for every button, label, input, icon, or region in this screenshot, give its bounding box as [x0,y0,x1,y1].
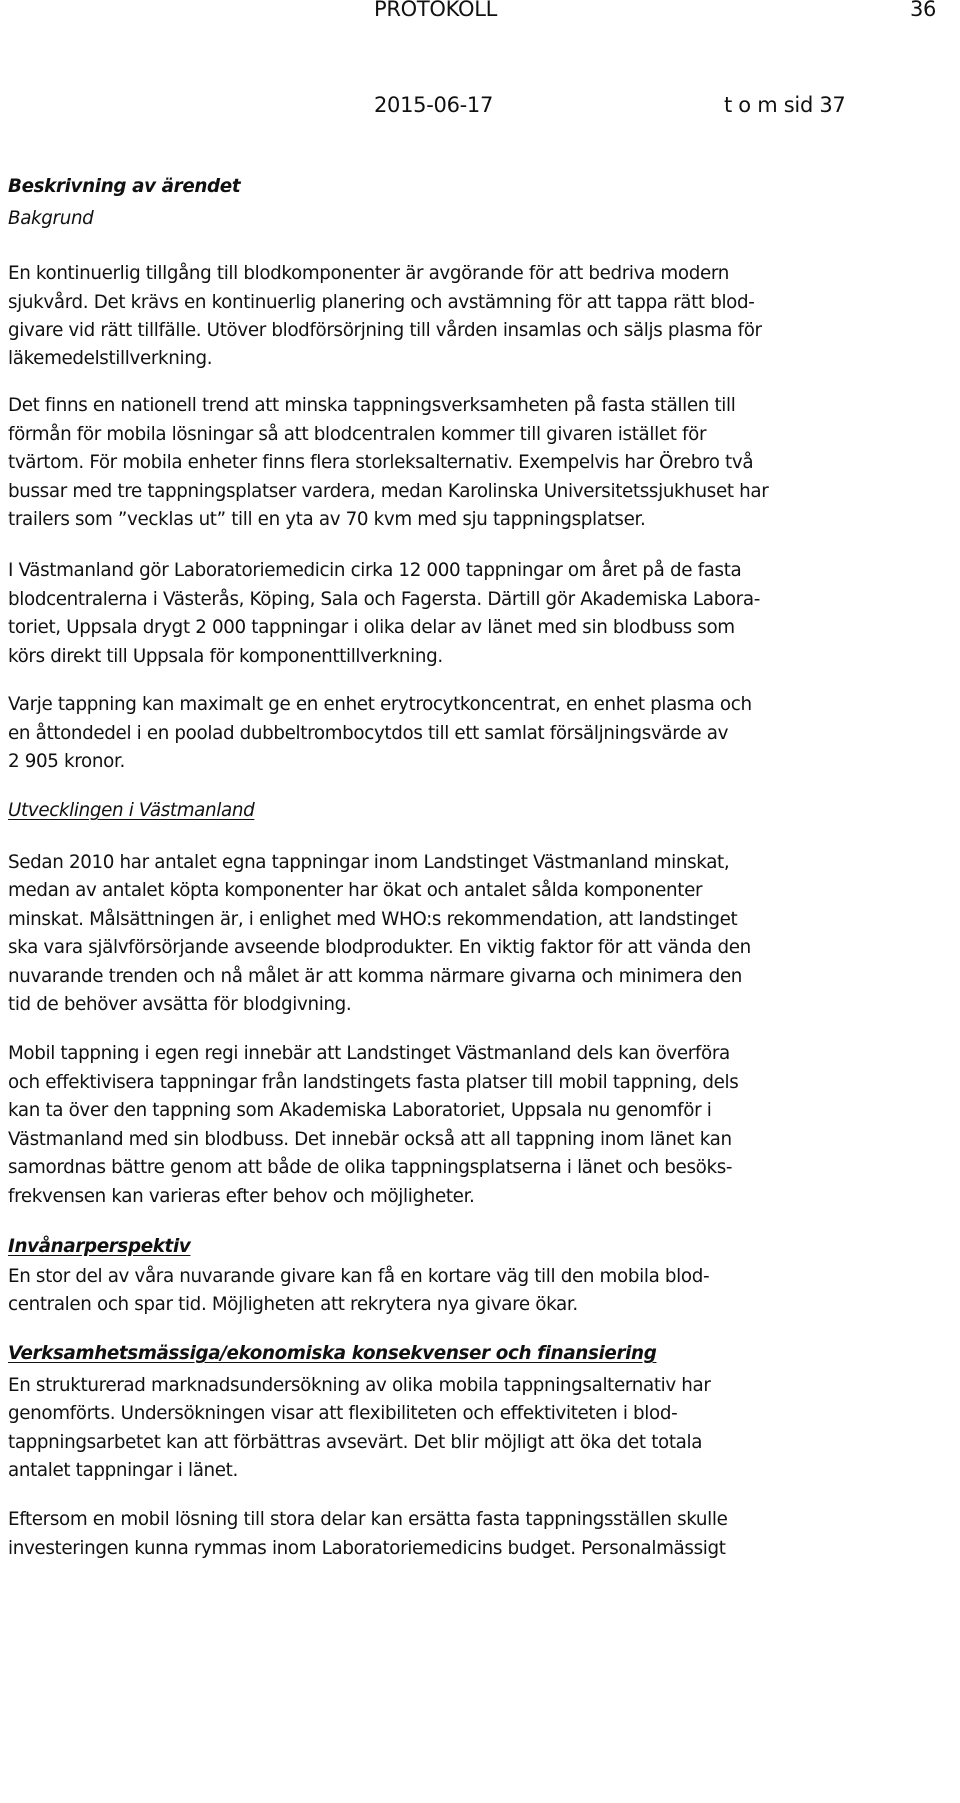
paragraph-line: sjukvård. Det krävs en kontinuerlig planering och avstämning för att tappa rätt blod- [8,292,755,313]
paragraph-line: Mobil tappning i egen regi innebär att Landstinget Västmanland dels kan överföra [8,1043,730,1064]
paragraph-line: Det finns en nationell trend att minska tappningsverksamheten på fasta ställen till [8,395,736,416]
document-title: PROTOKOLL [374,0,497,21]
paragraph-line: antalet tappningar i länet. [8,1460,238,1481]
paragraph-line: bussar med tre tappningsplatser vardera, medan Karolinska Universitetssjukhuset har [8,481,769,502]
paragraph-line: En kontinuerlig tillgång till blodkomponenter är avgörande för att bedriva modern [8,263,729,284]
paragraph-line: Varje tappning kan maximalt ge en enhet erytrocytkoncentrat, en enhet plasma och [8,694,752,715]
paragraph-line: Västmanland med sin blodbuss. Det innebär också att all tappning inom länet kan [8,1129,732,1150]
paragraph-line: genomförts. Undersökningen visar att flexibiliteten och effektiviteten i blod- [8,1403,678,1424]
subsection-heading-invanarperspektiv: Invånarperspektiv [8,1236,191,1257]
page-number: 36 [910,0,937,21]
paragraph-line: Eftersom en mobil lösning till stora delar kan ersätta fasta tappningsställen skulle [8,1509,728,1530]
paragraph-line: blodcentralerna i Västerås, Köping, Sala och Fagersta. Därtill gör Akademiska Labora- [8,589,760,610]
paragraph-line: givare vid rätt tillfälle. Utöver blodförsörjning till vården insamlas och säljs plasma för [8,320,762,341]
paragraph-line: tvärtom. För mobila enheter finns flera storleksalternativ. Exempelvis har Örebro två [8,452,754,473]
paragraph-line: kan ta över den tappning som Akademiska Laboratoriet, Uppsala nu genomför i [8,1100,712,1121]
paragraph-line: förmån för mobila lösningar så att blodcentralen kommer till givaren istället för [8,424,707,445]
paragraph-line: En strukturerad marknadsundersökning av olika mobila tappningsalternativ har [8,1375,711,1396]
paragraph-line: samordnas bättre genom att både de olika tappningsplatserna i länet och besöks- [8,1157,733,1178]
subsection-heading-utveckling: Utvecklingen i Västmanland [8,800,255,821]
section-heading: Beskrivning av ärendet [8,176,241,197]
paragraph-line: medan av antalet köpta komponenter har ökat och antalet sålda komponenter [8,880,703,901]
paragraph-line: 2 905 kronor. [8,751,125,772]
paragraph-line: toriet, Uppsala drygt 2 000 tappningar i olika delar av länet med sin blodbuss som [8,617,735,638]
document-date: 2015-06-17 [374,93,494,117]
paragraph-line: frekvensen kan varieras efter behov och möjligheter. [8,1186,475,1207]
paragraph-line: investeringen kunna rymmas inom Laboratoriemedicins budget. Personalmässigt [8,1538,726,1559]
paragraph-line: läkemedelstillverkning. [8,348,213,369]
paragraph-line: tid de behöver avsätta för blodgivning. [8,994,352,1015]
paragraph-line: och effektivisera tappningar från landstingets fasta platser till mobil tappning, dels [8,1072,739,1093]
paragraph-line: körs direkt till Uppsala för komponenttillverkning. [8,646,443,667]
paragraph-line: centralen och spar tid. Möjligheten att rekrytera nya givare ökar. [8,1294,578,1315]
paragraph-line: ska vara självförsörjande avseende blodprodukter. En viktig faktor för att vända den [8,937,751,958]
paragraph-line: nuvarande trenden och nå målet är att komma närmare givarna och minimera den [8,966,742,987]
section-subheading: Bakgrund [8,208,94,229]
paragraph-line: en åttondedel i en poolad dubbeltrombocytdos till ett samlat försäljningsvärde av [8,723,729,744]
paragraph-line: tappningsarbetet kan att förbättras avsevärt. Det blir möjligt att öka det totala [8,1432,703,1453]
subsection-heading-verksamhet: Verksamhetsmässiga/ekonomiska konsekvenser och finansiering [8,1343,657,1364]
paragraph-line: Sedan 2010 har antalet egna tappningar inom Landstinget Västmanland minskat, [8,852,730,873]
paragraph-line: trailers som ”vecklas ut” till en yta av 70 kvm med sju tappningsplatser. [8,509,646,530]
paragraph-line: minskat. Målsättningen är, i enlighet med WHO:s rekommendation, att landstinget [8,909,738,930]
page-range: t o m sid 37 [724,93,846,117]
paragraph-line: En stor del av våra nuvarande givare kan få en kortare väg till den mobila blod- [8,1266,710,1287]
paragraph-line: I Västmanland gör Laboratoriemedicin cirka 12 000 tappningar om året på de fasta [8,560,742,581]
